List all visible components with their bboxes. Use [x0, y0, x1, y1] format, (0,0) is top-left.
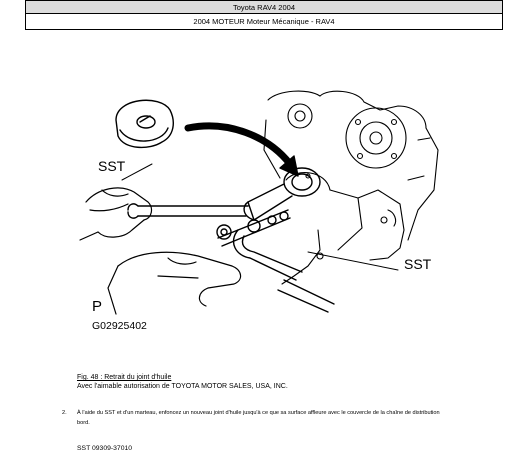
seal-puller-tool-drawing: [128, 168, 334, 312]
vehicle-title: Toyota RAV4 2004: [25, 0, 503, 14]
oil-seal-removal-illustration: [58, 80, 458, 320]
sst-callout-right: SST: [404, 256, 432, 272]
left-hand-drawing: [80, 188, 151, 240]
figure-caption: [77, 373, 288, 391]
figure-code: G02925402: [92, 320, 147, 332]
step-text: À l'aide du SST et d'un marteau, enfoncez un nouveau joint d'huile jusqu'à ce que sa surface affleure avec le couvercle de la chaîne de distribution: [77, 410, 440, 416]
sst-cup-tool-drawing: [116, 100, 173, 147]
right-hand-drawing: [108, 252, 241, 314]
figure-p-mark: P: [92, 298, 103, 315]
sst-callout-top: SST: [98, 158, 126, 174]
procedure-step: [62, 408, 510, 428]
step-continuation: bord.: [77, 420, 90, 426]
caption-title: Fig. 48 : Retrait du joint d'huile: [77, 374, 172, 381]
step-number: 2.: [62, 410, 67, 416]
section-title: 2004 MOTEUR Moteur Mécanique - RAV4: [25, 14, 503, 30]
document-header: [25, 0, 503, 30]
caption-credit: Avec l'aimable autorisation de TOYOTA MOTOR SALES, USA, INC.: [77, 383, 288, 390]
sst-part-number: SST 09309-37010: [77, 445, 133, 452]
direction-arrow-icon: [188, 126, 298, 176]
